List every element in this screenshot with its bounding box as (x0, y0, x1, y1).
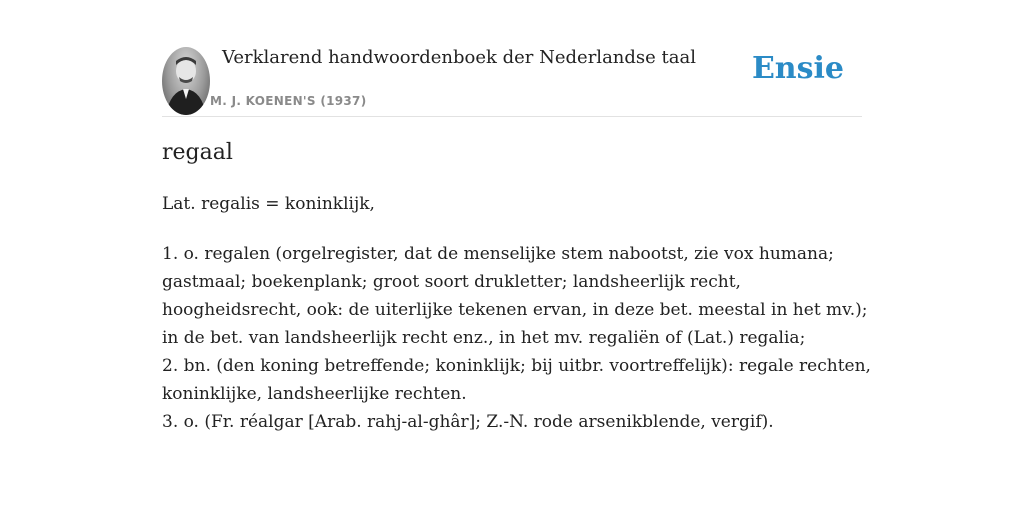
definition-line: 1. o. regalen (orgelregister, dat de menselijke stem nabootst, zie vox humana; (162, 244, 834, 264)
definition-line: gastmaal; boekenplank; groot soort drukletter; landsheerlijk recht, (162, 272, 741, 292)
ensie-logo[interactable]: Ensie (751, 51, 844, 86)
entry-etymology: Lat. regalis = koninklijk, (162, 194, 375, 214)
dictionary-author: M. J. KOENEN'S (1937) (210, 94, 367, 108)
entry-definition (162, 240, 871, 436)
definition-line: koninklijke, landsheerlijke rechten. (162, 384, 467, 404)
dictionary-title: Verklarend handwoordenboek der Nederlandse taal (222, 47, 696, 68)
entry-headword: regaal (162, 140, 233, 165)
dictionary-header (162, 40, 862, 117)
author-portrait (162, 47, 210, 115)
definition-line: 2. bn. (den koning betreffende; koninklijk; bij uitbr. voortreffelijk): regale rechten, (162, 356, 871, 376)
definition-line: hoogheidsrecht, ook: de uiterlijke tekenen ervan, in deze bet. meestal in het mv.); (162, 300, 868, 320)
definition-line: in de bet. van landsheerlijk recht enz., in het mv. regaliën of (Lat.) regalia; (162, 328, 806, 348)
definition-line: 3. o. (Fr. réalgar [Arab. rahj-al-ghâr]; Z.-N. rode arsenikblende, vergif). (162, 412, 774, 432)
